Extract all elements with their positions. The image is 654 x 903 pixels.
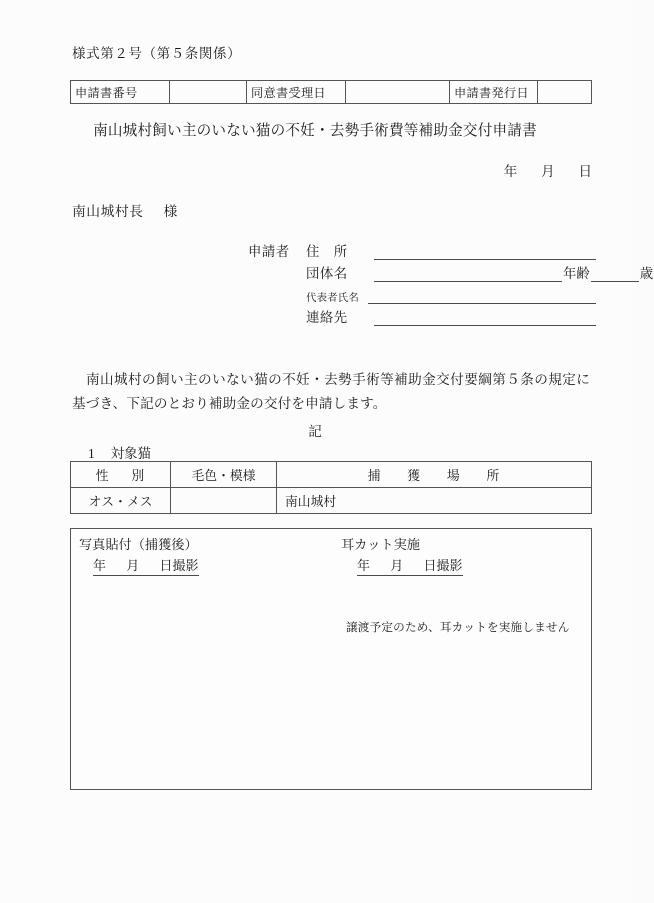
addressee [72, 200, 178, 220]
admin-value-consent-receipt-date[interactable] [346, 81, 450, 104]
applicant-block [248, 238, 654, 326]
admin-value-application-number[interactable] [170, 81, 247, 104]
cat-value-capture-location[interactable]: 南山城村 [277, 488, 592, 514]
photo-attachment-box[interactable] [70, 528, 592, 790]
photo-earcut-day-label: 日撮影 [423, 558, 463, 573]
applicant-group-label: 団体名 [306, 266, 348, 281]
photo-capture-day-label: 日撮影 [159, 558, 199, 573]
applicant-address-input[interactable] [374, 244, 596, 260]
applicant-representative-label: 代表者氏名 [306, 293, 359, 304]
table-row [71, 488, 592, 514]
document-date-line [504, 160, 592, 180]
admin-label-application-number: 申請書番号 [71, 81, 170, 104]
page-title: 南山城村飼い主のいない猫の不妊・去勢手術費等補助金交付申請書 [93, 123, 537, 139]
applicant-contact-row [248, 304, 596, 326]
photo-date-capture[interactable] [93, 555, 199, 576]
applicant-heading: 申請者 [248, 244, 290, 259]
addressee-name: 南山城村長 [72, 204, 144, 219]
cat-header-coat: 毛色・模様 [171, 462, 277, 488]
applicant-contact-label: 連絡先 [306, 310, 348, 325]
applicant-representative-input[interactable] [368, 288, 596, 304]
section-1-number: 1 [88, 446, 95, 461]
cat-value-coat[interactable] [171, 488, 277, 514]
applicant-representative-row [248, 282, 596, 304]
photo-capture-year-label: 年 [93, 558, 107, 573]
cat-value-sex[interactable]: オス・メス [71, 488, 171, 514]
photo-earcut-month-label: 月 [390, 558, 404, 573]
target-cat-table [70, 461, 592, 514]
photo-label-capture: 写真貼付（捕獲後） [79, 537, 198, 552]
date-month-label: 月 [541, 164, 555, 179]
photo-label-ear-cut: 耳カット実施 [341, 537, 420, 552]
applicant-group-row [248, 260, 654, 282]
applicant-age-input[interactable] [591, 266, 639, 282]
applicant-contact-input[interactable] [374, 310, 596, 326]
addressee-honorific: 様 [163, 204, 178, 219]
section-1-heading [88, 443, 151, 462]
section-1-title: 対象猫 [110, 446, 151, 461]
applicant-address-label: 住 所 [306, 244, 348, 259]
ear-cut-note: 譲渡予定のため、耳カットを実施しません [346, 621, 570, 634]
cat-header-capture-location: 捕 獲 場 所 [277, 462, 592, 488]
applicant-group-input[interactable] [374, 266, 562, 282]
form-number: 様式第２号（第５条関係） [72, 46, 242, 61]
photo-earcut-year-label: 年 [357, 558, 371, 573]
admin-label-consent-receipt-date: 同意書受理日 [247, 81, 346, 104]
applicant-address-row [248, 238, 596, 260]
photo-date-ear-cut[interactable] [357, 555, 463, 576]
admin-header-table [70, 80, 592, 104]
photo-capture-month-label: 月 [126, 558, 140, 573]
applicant-age-label: 年齢 [563, 266, 590, 281]
table-row [71, 81, 592, 104]
date-year-label: 年 [503, 164, 518, 179]
table-header-row [71, 462, 592, 488]
applicant-age-unit: 歳 [639, 266, 654, 281]
ki-marker: 記 [308, 424, 322, 439]
body-paragraph: 南山城村の飼い主のいない猫の不妊・去勢手術等補助金交付要綱第５条の規定に基づき、下記のとおり補助金の交付を申請します。 [72, 372, 590, 411]
cat-header-sex: 性 別 [71, 462, 171, 488]
admin-label-issue-date: 申請書発行日 [450, 81, 538, 104]
date-day-label: 日 [578, 164, 592, 179]
admin-value-issue-date[interactable] [538, 81, 592, 104]
